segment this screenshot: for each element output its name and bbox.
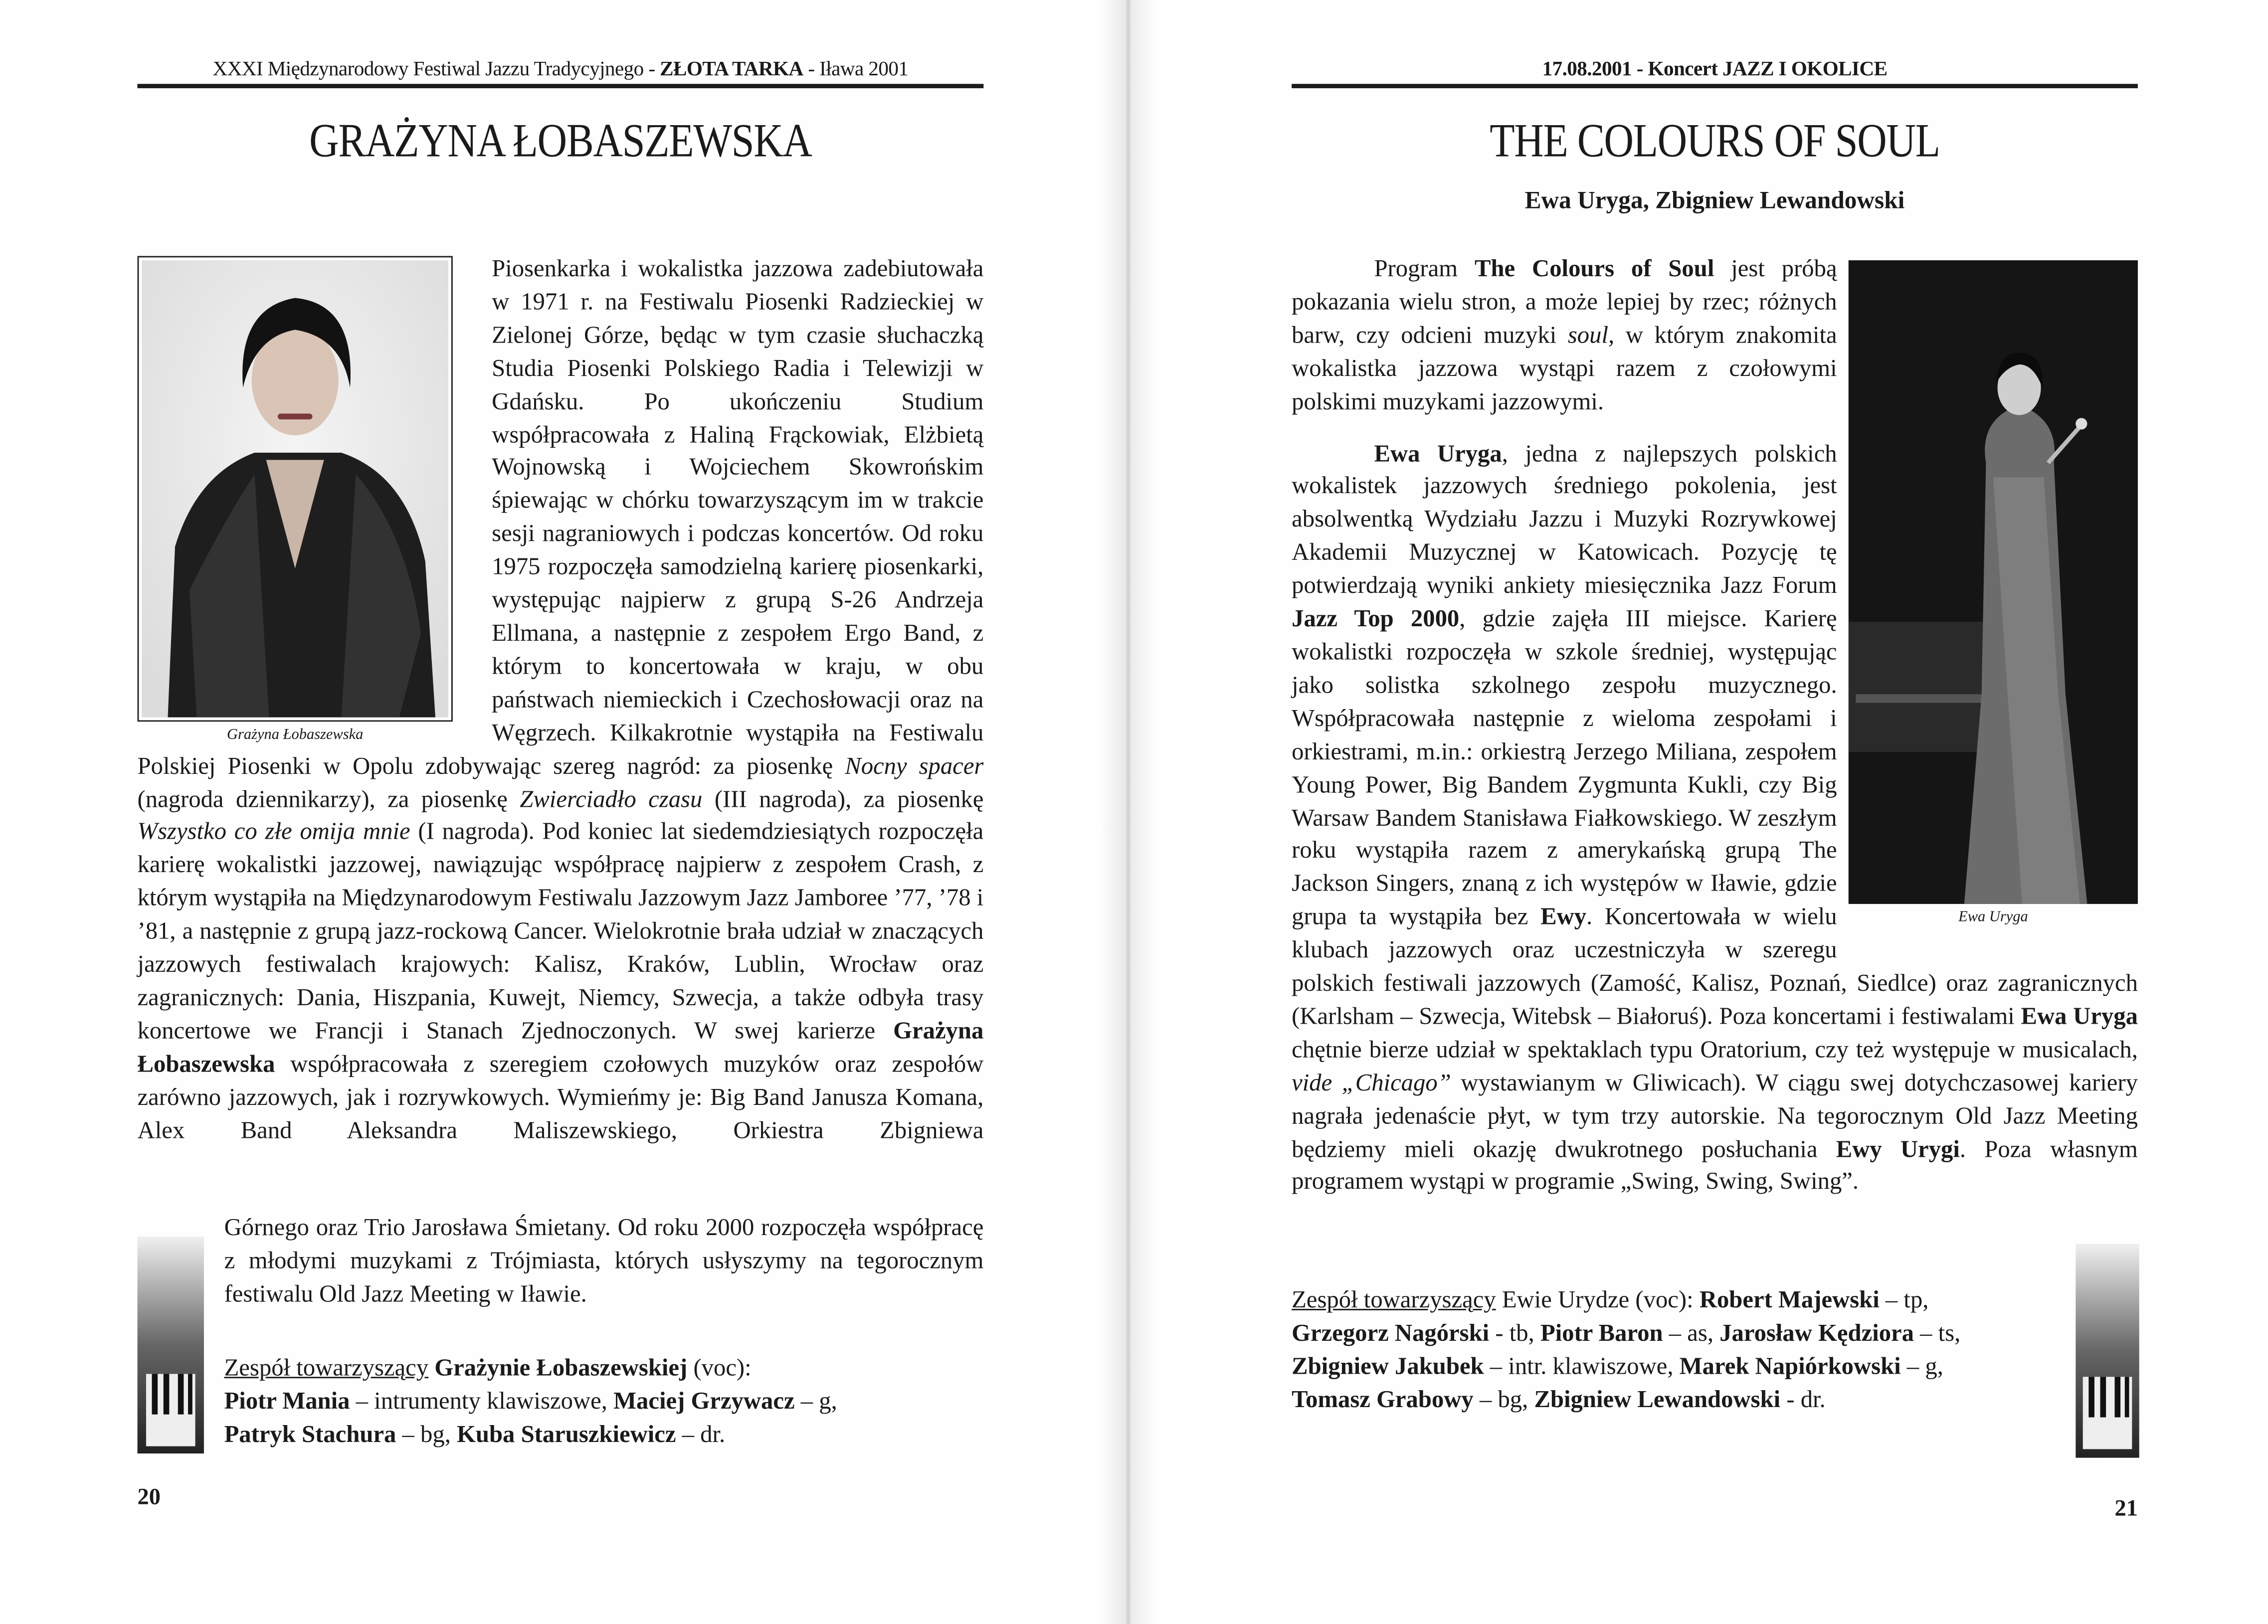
text-segment: . Koncertowała w wielu klubach jazzowych oraz uczestniczyła w szeregu polskich festiwali jazzowych (Zamość, Kalisz, Poznań, Siedlce) oraz zagranicznych (Karlsham – Szwecja, Witebsk – Białoruś). Poza koncertami i festiwalami: [1292, 902, 2138, 1030]
running-header: [138, 58, 984, 82]
text-segment: Program: [1374, 254, 1475, 282]
article-title: THE COLOURS OF SOUL: [1490, 116, 1940, 168]
piano-decoration-icon: [138, 1237, 204, 1453]
text-segment: , jedna z najlepszych polskich wokalistek jazzowych średniego pokolenia, jest absolwentką Wydziału Jazzu i Muzyki Rozrywkowej Akademii Muzycznej w Katowicach. Pozycję tę potwierdzają wyniki ankiety miesięcznika Jazz Forum: [1292, 439, 1837, 599]
concert-photo: [1849, 260, 2138, 940]
text-segment: – bg,: [1473, 1385, 1534, 1413]
text-segment: - dr.: [1780, 1385, 1826, 1413]
text-segment: Ewa Uryga: [1374, 439, 1502, 467]
text-segment: - tb,: [1489, 1318, 1540, 1347]
text-segment: Górnego oraz Trio Jarosława Śmietany. Od roku 2000 rozpoczęła współpracę z młodymi muzykami z Trójmiasta, których usłyszymy na tegorocznym festiwalu Old Jazz Meeting w Iławie.: [224, 1213, 984, 1307]
text-segment: Piosenkarka i wokalistka jazzowa zadebiutowała w 1971 r. na Festiwalu Piosenki Radzieckiej w Zielonej Górze, będąc w tym czasie słuchaczką Studia Piosenki Polskiego Radia i Telewizji w Gdańsku. Po ukończeniu Studium współpracowała z Haliną Frąckowiak, Elżbietą Wojnowską i Wojciechem Skowrońskim śpiewając w chórku towarzyszącym im w trakcie sesji nagraniowych i podczas koncertów. Od roku 1975 rozpoczęła samodzielną karierę piosenkarki, występując najpierw z grupą S-26 Andrzeja Ellmana, a następnie z zespołem Ergo Band, z którym to koncertowała w kraju, w obu państwach niemieckich i Czechosłowacji oraz na Węgrzech. Kilkakrotnie wystąpiła na Festiwalu Polskiej Piosenki w Opolu zdobywając szereg nagród: za piosenkę: [137, 254, 984, 779]
text-segment: – as,: [1663, 1318, 1720, 1347]
text-segment: . Poza własnym programem wystąpi w programie „Swing, Swing, Swing”.: [1292, 1134, 2138, 1196]
text-segment: (I nagroda). Pod koniec lat siedemdziesiątych rozpoczęła karierę wokalistki jazzowej, nawiązując współpracę najpierw z zespołem Crash, z którym wystąpiła na Międzynarodowym Festiwalu Jazzowym Jazz Jamboree ’77, ’78 i ’81, a następnie z grupą jazz-rockową Cancer. Wielokrotnie brała udział w znaczących jazzowych festiwalach krajowych: Kalisz, Kraków, Lublin, Wrocław oraz zagranicznych: Dania, Hiszpania, Kuwejt, Niemcy, Szwecja, a także odbyła trasy koncertowe we Francji i Stanach Zjednoczonych. W swej karierze: [137, 817, 984, 1044]
text-segment: Kuba Staruszkiewicz: [457, 1420, 676, 1447]
header-rule: [138, 84, 984, 88]
text-segment: wystawianym w Gliwicach). W ciągu swej dotychczasowej kariery nagrała jedenaście płyt, w tym trzy autorskie. Na tegorocznym Old Jazz Meeting będziemy mieli okazję dwukrotnego posłuchania: [1292, 1068, 2138, 1162]
text-segment: - Iława 2001: [803, 58, 909, 81]
text-segment: Ewy: [1540, 902, 1587, 930]
text-segment: Ewie Urydze (voc):: [1496, 1285, 1700, 1313]
text-segment: Grażynie Łobaszewskiej: [434, 1353, 688, 1381]
header-rule: [1292, 84, 2138, 88]
text-segment: vide „Chicago”: [1292, 1068, 1451, 1096]
text-segment: – dr.: [676, 1420, 726, 1447]
article-body: [138, 253, 984, 1148]
article-subtitle: Ewa Uryga, Zbigniew Lewandowski: [1524, 186, 1905, 214]
text-segment: soul,: [1567, 321, 1615, 349]
text-segment: – g,: [794, 1387, 837, 1415]
text-segment: – intr. klawiszowe,: [1484, 1352, 1680, 1380]
text-segment: XXXI Międzynarodowy Festiwal Jazzu Tradycyjnego -: [212, 58, 660, 81]
text-segment: Maciej Grzywacz: [613, 1387, 795, 1415]
text-segment: współpracowała z szeregiem czołowych muzyków oraz zespołów zarówno jazzowych, jak i rozrywkowych. Wymieńmy je: Big Band Janusza Komana, Alex Band Aleksandra Maliszewskiego, Orkiestra Zbigniewa: [137, 1050, 984, 1144]
piano-decoration-icon: [2076, 1244, 2139, 1457]
text-segment: 17.08.2001 - Koncert JAZZ I OKOLICE: [1542, 58, 1888, 81]
article-title: GRAŻYNA ŁOBASZEWSKA: [309, 116, 812, 168]
text-segment: (nagroda dziennikarzy), za piosenkę: [137, 784, 520, 812]
photo-caption: Grażyna Łobaszewska: [227, 727, 364, 743]
text-segment: jest próbą pokazania wielu stron, a może lepiej by rzec; różnych barw, czy odcieni muzyki: [1292, 254, 1837, 349]
text-segment: chętnie bierze udział w spektaklach typu Oratorium, czy też występuje w musicalach,: [1292, 1035, 2138, 1063]
text-segment: – bg,: [396, 1420, 457, 1447]
text-segment: Marek Napiórkowski: [1679, 1352, 1901, 1380]
text-segment: ZŁOTA TARKA: [660, 58, 803, 81]
article-body: [1292, 253, 2138, 1200]
singer-image: [1849, 260, 2138, 904]
text-segment: Zbigniew Jakubek: [1292, 1352, 1484, 1380]
text-segment: Patryk Stachura: [224, 1420, 396, 1447]
text-segment: – ts,: [1913, 1318, 1961, 1347]
text-segment: Zespół towarzyszący: [1292, 1285, 1496, 1313]
text-segment: Zespół towarzyszący: [224, 1353, 429, 1381]
text-segment: Ewy Urygi: [1836, 1134, 1960, 1162]
text-segment: w którym znakomita wokalistka jazzowa wystąpi razem z czołowymi polskimi muzykami jazzowymi.: [1292, 321, 1837, 415]
text-segment: Robert Majewski: [1699, 1285, 1880, 1313]
text-segment: Ewa Uryga: [2021, 1002, 2138, 1030]
text-segment: Jazz Top 2000: [1292, 604, 1460, 632]
text-segment: – tp,: [1879, 1285, 1929, 1313]
biography-continued: [224, 1212, 984, 1311]
text-segment: (III nagroda), za piosenkę: [702, 784, 984, 812]
text-segment: Grzegorz Nagórski: [1292, 1318, 1490, 1347]
left-page: [138, 0, 984, 1624]
text-segment: Grażyna Łobaszewska: [137, 1016, 984, 1078]
text-segment: The Colours of Soul: [1475, 254, 1714, 282]
band-credits: [1292, 1284, 2073, 1417]
text-segment: Piotr Baron: [1540, 1318, 1663, 1347]
text-segment: – intrumenty klawiszowe,: [350, 1387, 614, 1415]
right-page: [1292, 0, 2138, 1624]
text-segment: – g,: [1900, 1352, 1943, 1380]
portrait-photo: [138, 256, 453, 743]
text-segment: Piotr Mania: [224, 1387, 350, 1415]
portrait-image: [139, 257, 451, 720]
book-gutter: [1099, 0, 1157, 1624]
text-segment: Tomasz Grabowy: [1292, 1385, 1474, 1413]
running-header: [1292, 58, 2138, 82]
band-credits: [224, 1352, 984, 1451]
page-number: 20: [137, 1485, 161, 1510]
text-segment: Zwierciadło czasu: [520, 784, 703, 812]
page-number: 21: [2114, 1497, 2138, 1522]
text-segment: Zbigniew Lewandowski: [1534, 1385, 1781, 1413]
text-segment: Wszystko co złe omija mnie: [137, 817, 410, 846]
text-segment: Jarosław Kędziora: [1719, 1318, 1914, 1347]
text-segment: Nocny spacer: [845, 751, 984, 779]
photo-caption: Ewa Uryga: [1958, 909, 2028, 926]
text-segment: (voc):: [687, 1353, 752, 1381]
text-segment: , gdzie zajęła III miejsce. Karierę wokalistki rozpoczęła w szkole średniej, występując jako solistka szkolnego zespołu muzycznego. Współpracowała następnie z wieloma zespołami i orkiestrami, m.in.: orkiestrą Jerzego Miliana, zespołem Young Power, Big Bandem Zygmunta Kukli, czy Big Warsaw Bandem Stanisława Fiałkowskiego. W zeszłym roku wystąpiła razem z amerykańską grupą The Jackson Singers, znaną z ich występów w Iławie, gdzie grupa ta wystąpiła bez: [1292, 604, 1837, 930]
